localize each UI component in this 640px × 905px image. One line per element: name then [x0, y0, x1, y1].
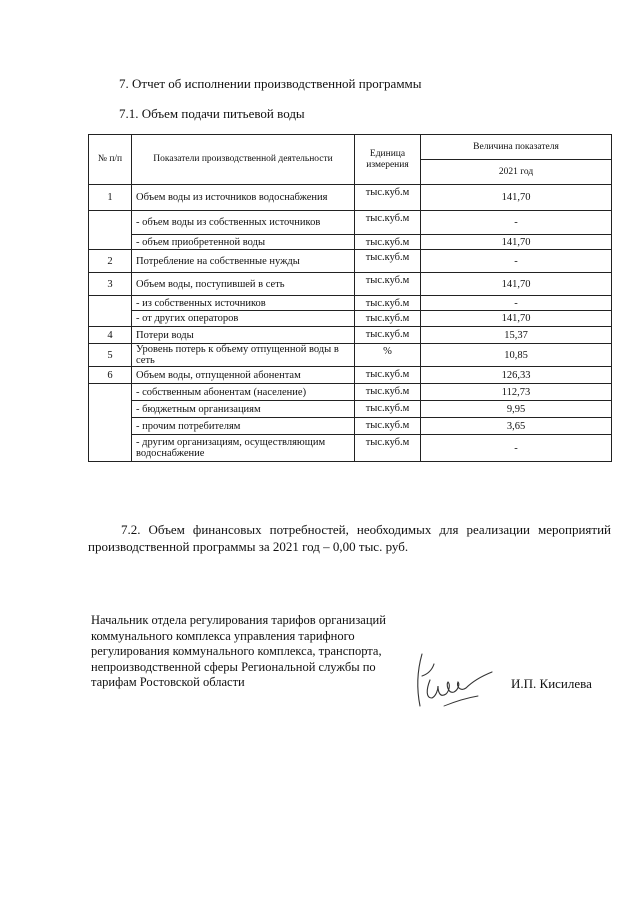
table-row — [89, 367, 612, 384]
row-indicator: Потребление на собственные нужды — [132, 250, 355, 273]
header-year: 2021 год — [421, 160, 612, 185]
row-indicator: Объем воды из источников водоснабжения — [132, 185, 355, 211]
table-row — [89, 296, 612, 311]
row-value: 10,85 — [421, 344, 612, 367]
row-indicator: - другим организациям, осуществляющим водоснабжение — [132, 435, 355, 462]
row-unit: тыс.куб.м — [355, 311, 421, 327]
row-number: 3 — [89, 273, 132, 296]
row-indicator: - прочим потребителям — [132, 418, 355, 435]
row-unit: тыс.куб.м — [355, 296, 421, 311]
row-value: - — [421, 250, 612, 273]
row-number: 4 — [89, 327, 132, 344]
table-row — [89, 311, 612, 327]
table-row — [89, 327, 612, 344]
table-row — [89, 384, 612, 401]
row-unit: тыс.куб.м — [355, 273, 421, 296]
table-row — [89, 418, 612, 435]
row-value: 3,65 — [421, 418, 612, 435]
section-title: 7. Отчет об исполнении производственной программы — [119, 76, 422, 91]
row-indicator: Объем воды, поступившей в сеть — [132, 273, 355, 296]
signatory-name: И.П. Кисилева — [511, 676, 592, 691]
row-value: 9,95 — [421, 401, 612, 418]
row-indicator: Объем воды, отпущенной абонентам — [132, 367, 355, 384]
row-value: 15,37 — [421, 327, 612, 344]
table-row — [89, 435, 612, 462]
row-number: 2 — [89, 250, 132, 273]
row-unit: тыс.куб.м — [355, 435, 421, 462]
row-number — [89, 384, 132, 462]
table-row — [89, 273, 612, 296]
row-indicator: - бюджетным организациям — [132, 401, 355, 418]
row-value: 112,73 — [421, 384, 612, 401]
row-number: 6 — [89, 367, 132, 384]
row-indicator: - из собственных источников — [132, 296, 355, 311]
row-indicator: Потери воды — [132, 327, 355, 344]
table-row — [89, 185, 612, 211]
row-indicator: - объем воды из собственных источников — [132, 211, 355, 235]
row-indicator: - объем приобретенной воды — [132, 235, 355, 250]
row-value: - — [421, 211, 612, 235]
row-value: - — [421, 296, 612, 311]
row-value: 141,70 — [421, 235, 612, 250]
row-unit: тыс.куб.м — [355, 250, 421, 273]
row-number — [89, 211, 132, 250]
row-unit: тыс.куб.м — [355, 384, 421, 401]
row-number — [89, 296, 132, 327]
table-row — [89, 250, 612, 273]
financial-needs-paragraph: 7.2. Объем финансовых потребностей, необходимых для реализации мероприятий производственной программы за 2021 год – 0,00 тыс. руб. — [88, 522, 611, 554]
row-indicator: Уровень потерь к объему отпущенной воды в сеть — [132, 344, 355, 367]
row-value: 126,33 — [421, 367, 612, 384]
signatory-position: Начальник отдела регулирования тарифов организаций коммунального комплекса управления тарифного регулирования коммунального комплекса, транспорта, непроизводственной сферы Региональной службы по тарифам Ростовской области — [91, 613, 386, 690]
row-indicator: - собственным абонентам (население) — [132, 384, 355, 401]
handwritten-signature — [404, 646, 496, 716]
row-value: 141,70 — [421, 311, 612, 327]
table-row — [89, 401, 612, 418]
table-row — [89, 211, 612, 235]
row-unit: тыс.куб.м — [355, 367, 421, 384]
row-value: 141,70 — [421, 273, 612, 296]
row-number: 5 — [89, 344, 132, 367]
row-unit: тыс.куб.м — [355, 401, 421, 418]
row-number: 1 — [89, 185, 132, 211]
table-row — [89, 344, 612, 367]
header-num: № п/п — [89, 135, 132, 185]
header-value: Величина показателя — [421, 135, 612, 160]
header-indicator: Показатели производственной деятельности — [132, 135, 355, 185]
row-unit: тыс.куб.м — [355, 418, 421, 435]
water-supply-table — [88, 134, 612, 462]
row-unit: тыс.куб.м — [355, 185, 421, 211]
row-indicator: - от других операторов — [132, 311, 355, 327]
row-unit: тыс.куб.м — [355, 211, 421, 235]
row-unit: % — [355, 344, 421, 367]
table-row — [89, 235, 612, 250]
header-unit: Единица измерения — [355, 135, 421, 185]
table-body — [89, 185, 612, 462]
section-subtitle: 7.1. Объем подачи питьевой воды — [119, 106, 305, 121]
row-value: - — [421, 435, 612, 462]
row-unit: тыс.куб.м — [355, 235, 421, 250]
row-unit: тыс.куб.м — [355, 327, 421, 344]
row-value: 141,70 — [421, 185, 612, 211]
